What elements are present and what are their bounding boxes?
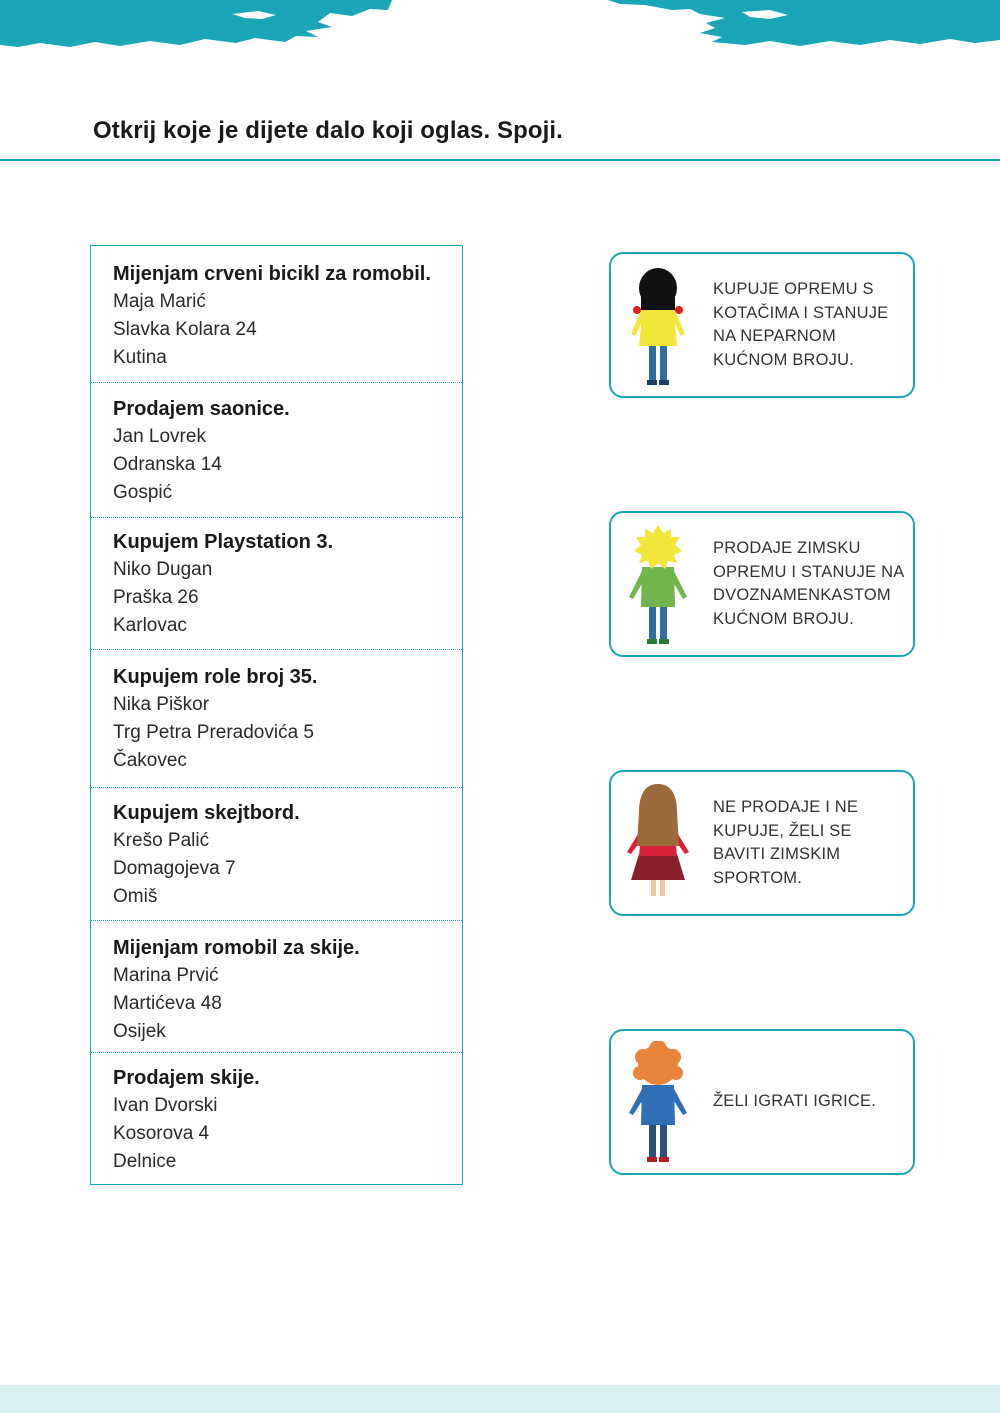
footer-band: [0, 1385, 1000, 1413]
clue-card[interactable]: [609, 1029, 915, 1175]
clue-text: KUPUJE OPREMU S KOTAČIMA I STANUJE NA NEPARNOM KUĆNOM BROJU.: [713, 280, 889, 369]
ad-street: Praška 26: [113, 587, 199, 608]
ad-heading: Kupujem skejtbord.: [113, 802, 300, 824]
ad-name: Ivan Dvorski: [113, 1095, 218, 1116]
clue-card[interactable]: [609, 511, 915, 657]
ad-name: Jan Lovrek: [113, 426, 206, 447]
ad-name: Krešo Palić: [113, 830, 210, 851]
ad-street: Kosorova 4: [113, 1123, 210, 1144]
ad-city: Omiš: [113, 886, 158, 907]
ad-item[interactable]: [91, 920, 462, 1052]
ad-heading: Prodajem skije.: [113, 1067, 260, 1089]
ad-street: Trg Petra Preradovića 5: [113, 722, 314, 743]
ad-item[interactable]: [91, 787, 462, 920]
ad-item[interactable]: [91, 382, 462, 517]
ad-city: Gospić: [113, 482, 173, 503]
ad-city: Čakovec: [113, 750, 187, 771]
ad-street: Domagojeva 7: [113, 858, 236, 879]
ad-item[interactable]: [91, 649, 462, 787]
child-illustration-icon: [625, 1041, 691, 1165]
ad-city: Kutina: [113, 347, 167, 368]
ad-heading: Kupujem role broj 35.: [113, 666, 318, 688]
ad-item[interactable]: [91, 246, 462, 382]
ad-city: Karlovac: [113, 615, 187, 636]
ad-item[interactable]: [91, 1052, 462, 1184]
ad-street: Slavka Kolara 24: [113, 319, 257, 340]
clue-text: NE PRODAJE I NE KUPUJE, ŽELI SE BAVITI ZIMSKIM SPORTOM.: [713, 798, 859, 887]
clue-text: ŽELI IGRATI IGRICE.: [713, 1092, 877, 1111]
ad-heading: Mijenjam crveni bicikl za romobil.: [113, 263, 431, 285]
ads-list: [90, 245, 463, 1185]
ad-city: Osijek: [113, 1021, 166, 1042]
ad-item[interactable]: [91, 517, 462, 649]
ad-name: Maja Marić: [113, 291, 206, 312]
child-illustration-icon: [625, 523, 691, 647]
ad-street: Odranska 14: [113, 454, 222, 475]
ad-heading: Mijenjam romobil za skije.: [113, 937, 360, 959]
header-brush-decoration: [0, 0, 1000, 60]
ad-heading: Kupujem Playstation 3.: [113, 531, 334, 553]
clue-card[interactable]: [609, 252, 915, 398]
ad-street: Martićeva 48: [113, 993, 222, 1014]
ad-name: Marina Prvić: [113, 965, 219, 986]
clue-card[interactable]: [609, 770, 915, 916]
ad-city: Delnice: [113, 1151, 177, 1172]
child-illustration-icon: [625, 264, 691, 388]
title-divider: [0, 159, 1000, 161]
ad-heading: Prodajem saonice.: [113, 398, 290, 420]
page-title: Otkrij koje je dijete dalo koji oglas. Spoji.: [93, 117, 563, 144]
ad-name: Niko Dugan: [113, 559, 213, 580]
clue-text: PRODAJE ZIMSKU OPREMU I STANUJE NA DVOZNAMENKASTOM KUĆNOM BROJU.: [713, 539, 904, 628]
child-illustration-icon: [625, 782, 691, 906]
ad-name: Nika Piškor: [113, 694, 210, 715]
